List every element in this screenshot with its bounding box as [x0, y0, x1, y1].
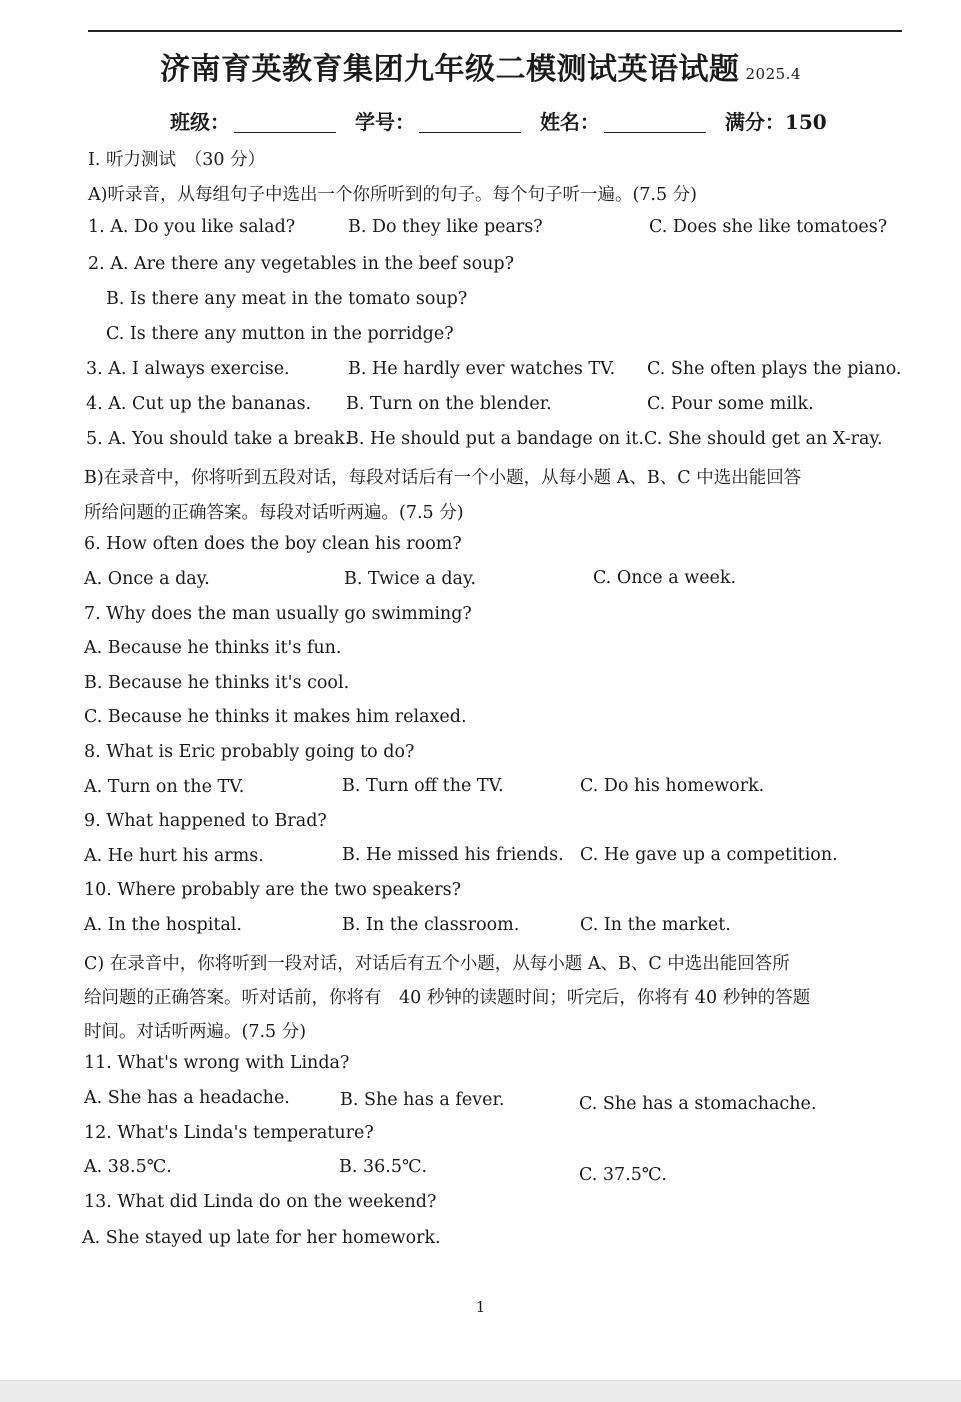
q5-option-a: 5. A. You should take a break.	[86, 429, 351, 449]
title-text: 济南育英教育集团九年级二模测试英语试题	[160, 52, 740, 87]
student-info-row	[170, 106, 870, 135]
q7-option-b: B. Because he thinks it's cool.	[84, 673, 350, 693]
q4-option-b: B. Turn on the blender.	[346, 394, 552, 414]
q7-option-a: A. Because he thinks it's fun.	[84, 638, 342, 658]
q3-option-b: B. He hardly ever watches TV.	[348, 359, 616, 379]
part-c-instruction-2: 给问题的正确答案。听对话前，你将有 40 秒钟的读题时间；听完后，你将有 40 秒钟的答题	[84, 988, 811, 1008]
q11-option-a: A. She has a headache.	[84, 1088, 290, 1108]
q10-option-c: C. In the market.	[580, 915, 731, 935]
name-label: 姓名：	[539, 110, 600, 134]
part-c-instruction-1: C) 在录音中，你将听到一段对话，对话后有五个小题，从每小题 A、B、C 中选出能回答所	[84, 954, 790, 974]
q8-option-c: C. Do his homework.	[580, 776, 765, 796]
q3-option-a: 3. A. I always exercise.	[86, 359, 290, 379]
q5-option-b: B. He should put a bandage on it.	[346, 429, 644, 449]
page-number: 1	[475, 1298, 486, 1316]
score-label: 满分：	[724, 110, 785, 134]
q1-option-a: 1. A. Do you like salad?	[88, 217, 296, 237]
q6-option-c: C. Once a week.	[593, 568, 737, 588]
q6-question: 6. How often does the boy clean his room?	[84, 534, 462, 554]
q5-option-c: C. She should get an X-ray.	[644, 429, 883, 449]
q4-option-c: C. Pour some milk.	[647, 394, 814, 414]
q11-option-b: B. She has a fever.	[340, 1090, 505, 1110]
part-b-instruction-2: 所给问题的正确答案。每段对话听两遍。(7.5 分)	[84, 503, 464, 523]
q11-question: 11. What's wrong with Linda?	[84, 1053, 350, 1073]
part-b-instruction-1: B)在录音中，你将听到五段对话，每段对话后有一个小题，从每小题 A、B、C 中选出能回答	[84, 468, 802, 488]
class-blank	[234, 112, 336, 133]
q10-option-a: A. In the hospital.	[84, 915, 242, 935]
id-label: 学号：	[354, 110, 415, 134]
part-a-instruction: A)听录音，从每组句子中选出一个你所听到的句子。每个句子听一遍。(7.5 分)	[88, 185, 698, 205]
part-c-instruction-3: 时间。对话听两遍。(7.5 分)	[84, 1022, 307, 1042]
q13-option-a: A. She stayed up late for her homework.	[82, 1228, 441, 1248]
score-value: 150	[784, 110, 827, 134]
q9-question: 9. What happened to Brad?	[84, 811, 327, 831]
exam-title	[0, 44, 961, 88]
q2-option-b: B. Is there any meat in the tomato soup?	[106, 289, 468, 309]
q8-option-b: B. Turn off the TV.	[342, 776, 504, 796]
q9-option-a: A. He hurt his arms.	[84, 846, 264, 866]
q6-option-b: B. Twice a day.	[344, 569, 477, 589]
q9-option-b: B. He missed his friends.	[342, 845, 564, 865]
q12-option-c: C. 37.5℃.	[579, 1165, 667, 1185]
q12-option-b: B. 36.5℃.	[339, 1157, 428, 1177]
q7-question: 7. Why does the man usually go swimming?	[84, 604, 472, 624]
q12-option-a: A. 38.5℃.	[84, 1157, 172, 1177]
q3-option-c: C. She often plays the piano.	[647, 359, 902, 379]
class-label: 班级：	[170, 110, 230, 134]
q12-question: 12. What's Linda's temperature?	[84, 1123, 374, 1143]
q13-question: 13. What did Linda do on the weekend?	[84, 1192, 437, 1212]
q1-option-c: C. Does she like tomatoes?	[649, 217, 888, 237]
section-heading: I. 听力测试 （30 分）	[88, 150, 266, 170]
q11-option-c: C. She has a stomachache.	[579, 1094, 817, 1114]
q6-option-a: A. Once a day.	[84, 569, 210, 589]
q10-option-b: B. In the classroom.	[342, 915, 520, 935]
q1-option-b: B. Do they like pears?	[348, 217, 543, 237]
q2-option-a: 2. A. Are there any vegetables in the beef soup?	[88, 254, 514, 274]
q2-option-c: C. Is there any mutton in the porridge?	[106, 324, 454, 344]
exam-date: 2025.4	[745, 65, 801, 83]
q9-option-c: C. He gave up a competition.	[580, 845, 838, 865]
q10-question: 10. Where probably are the two speakers?	[84, 880, 461, 900]
top-rule	[88, 30, 902, 32]
name-blank	[604, 112, 706, 133]
q4-option-a: 4. A. Cut up the bananas.	[86, 394, 312, 414]
id-blank	[419, 112, 521, 133]
viewer-bottom-strip	[0, 1380, 961, 1402]
q8-option-a: A. Turn on the TV.	[84, 777, 245, 797]
q8-question: 8. What is Eric probably going to do?	[84, 742, 415, 762]
q7-option-c: C. Because he thinks it makes him relaxed.	[84, 707, 467, 727]
